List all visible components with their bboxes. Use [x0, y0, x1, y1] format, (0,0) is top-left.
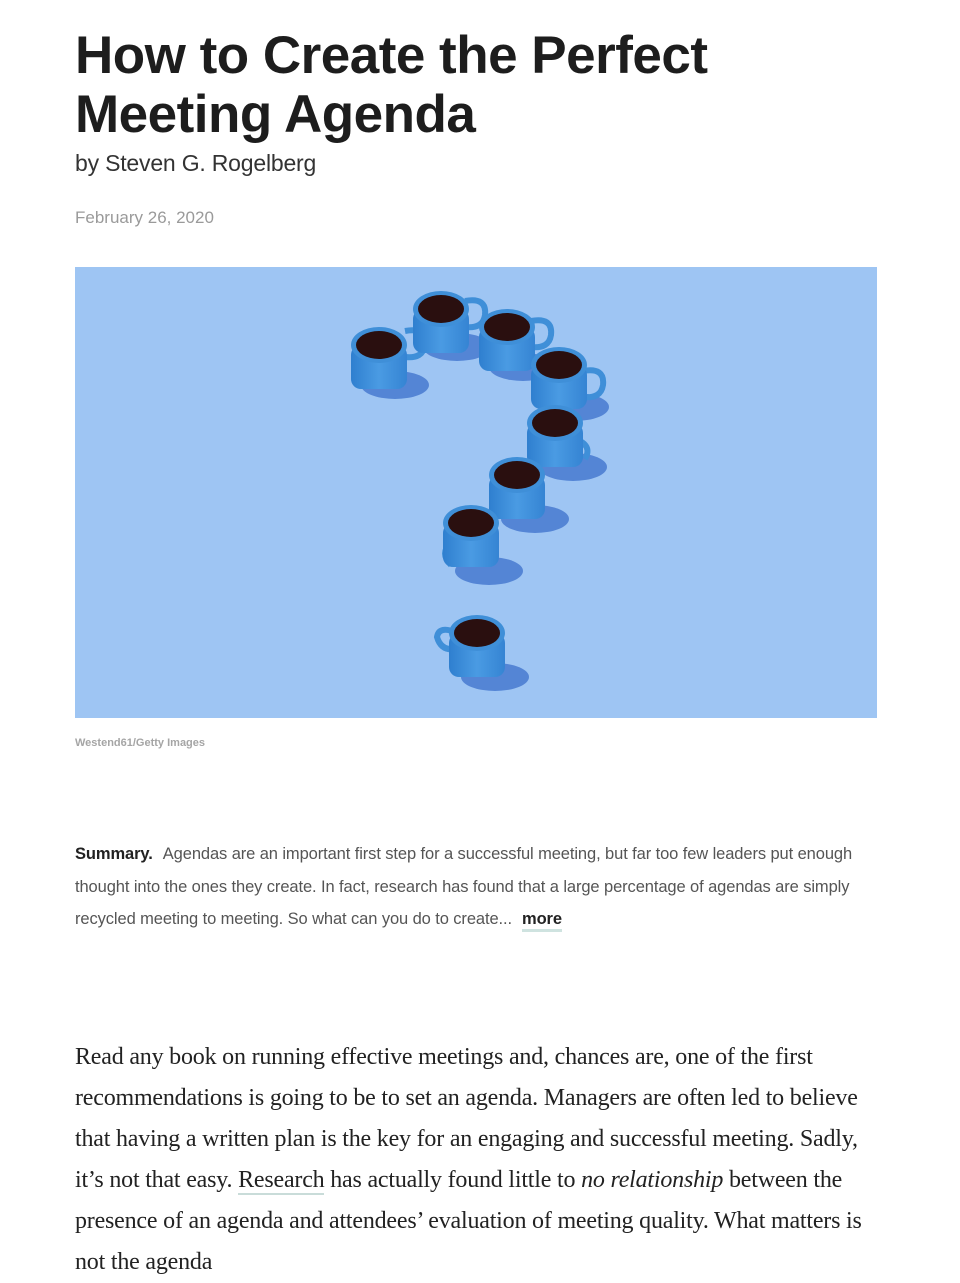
body-text-2: has actually found little to	[324, 1167, 582, 1193]
body-emphasis: no relationship	[581, 1167, 724, 1193]
author-link[interactable]: Steven G. Rogelberg	[105, 150, 317, 176]
summary-block	[75, 838, 885, 936]
hero-image	[75, 267, 877, 718]
more-link[interactable]: more	[522, 910, 562, 932]
byline	[75, 150, 316, 177]
body-text-3: between the presence of an agenda and attendees’ evaluation of meeting quality. What matters is not the agenda	[75, 1167, 862, 1275]
image-caption: Westend61/Getty Images	[75, 737, 206, 749]
research-link[interactable]: Research	[238, 1167, 325, 1193]
body-text-1: Read any book on running effective meetings and, chances are, one of the first recommendations is going to be to set an agenda. Managers are often led to believe that having a written plan is the key for an engaging and successful meeting. Sadly, it’s not that easy.	[75, 1044, 858, 1193]
article-title: How to Create the Perfect Meeting Agenda	[75, 26, 708, 144]
summary-text: Agendas are an important first step for a successful meeting, but far too few leaders put enough thought into the ones they create. In fact, research has found that a large percentage of agendas are simply recycled meeting to meeting. So what can you do to create...	[75, 845, 853, 928]
coffee-cups-question-mark-illustration	[75, 267, 877, 718]
article-body-paragraph	[75, 1037, 885, 1283]
cup-8-dot	[437, 615, 529, 691]
byline-prefix: by	[75, 150, 106, 176]
publish-date: February 26, 2020	[75, 208, 214, 227]
summary-label: Summary.	[75, 845, 153, 863]
